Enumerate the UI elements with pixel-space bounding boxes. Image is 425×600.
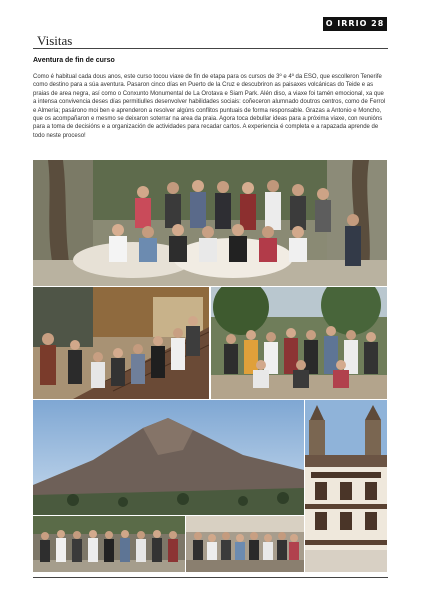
teide-volcano-landscape (33, 400, 304, 515)
article-title: Aventura de fin de curso (33, 57, 115, 64)
group-photo-courtyard-stairs (33, 287, 209, 399)
footer-divider (33, 577, 388, 578)
group-photo-seated-hall (186, 516, 304, 572)
section-title: Visitas (37, 33, 73, 48)
la-orotava-church-tower (305, 400, 387, 572)
issue-badge: O IRRIO 28 (323, 17, 387, 31)
group-photo-street (33, 516, 185, 572)
group-photo-forest-trees (33, 160, 387, 286)
header-divider (33, 48, 388, 49)
group-photo-garden-plaza (211, 287, 387, 399)
article-body: Como é habitual cada dous anos, este curso tocou viaxe de fin de etapa para os cursos de 3º e 4º da ESO, que escolleron Tenerife como destino para a súa aventura. Pasaron cinco días en Puerto de la Cruz e descubriron as paisaxes volcánicas do Teide e as praias de area negra, así como o Conxunto Monumental de La Orotava e Siam Park. Alén diso, a viaxe foi tamén emocional, xa que a intensa convivencia deses días permitiulles desenvolver habilidades sociais: coñeceron alumnado doutros centros, como de Ferrol e Almería; pasárono moi ben e aprenderon a resolver algúns conflitos puntuais de forma responsable. Grazas a Antonio e Moncho, que os acompañaron e mesmo se deixaron soterrar na area da praia. Agora toca debullar ideas para a próxima viaxe, con reunións para a toma de decisións e a organización de actividades para recadar cartos. A experiencia é completa e a rapazada aprende de todo neste proceso! (33, 74, 386, 139)
